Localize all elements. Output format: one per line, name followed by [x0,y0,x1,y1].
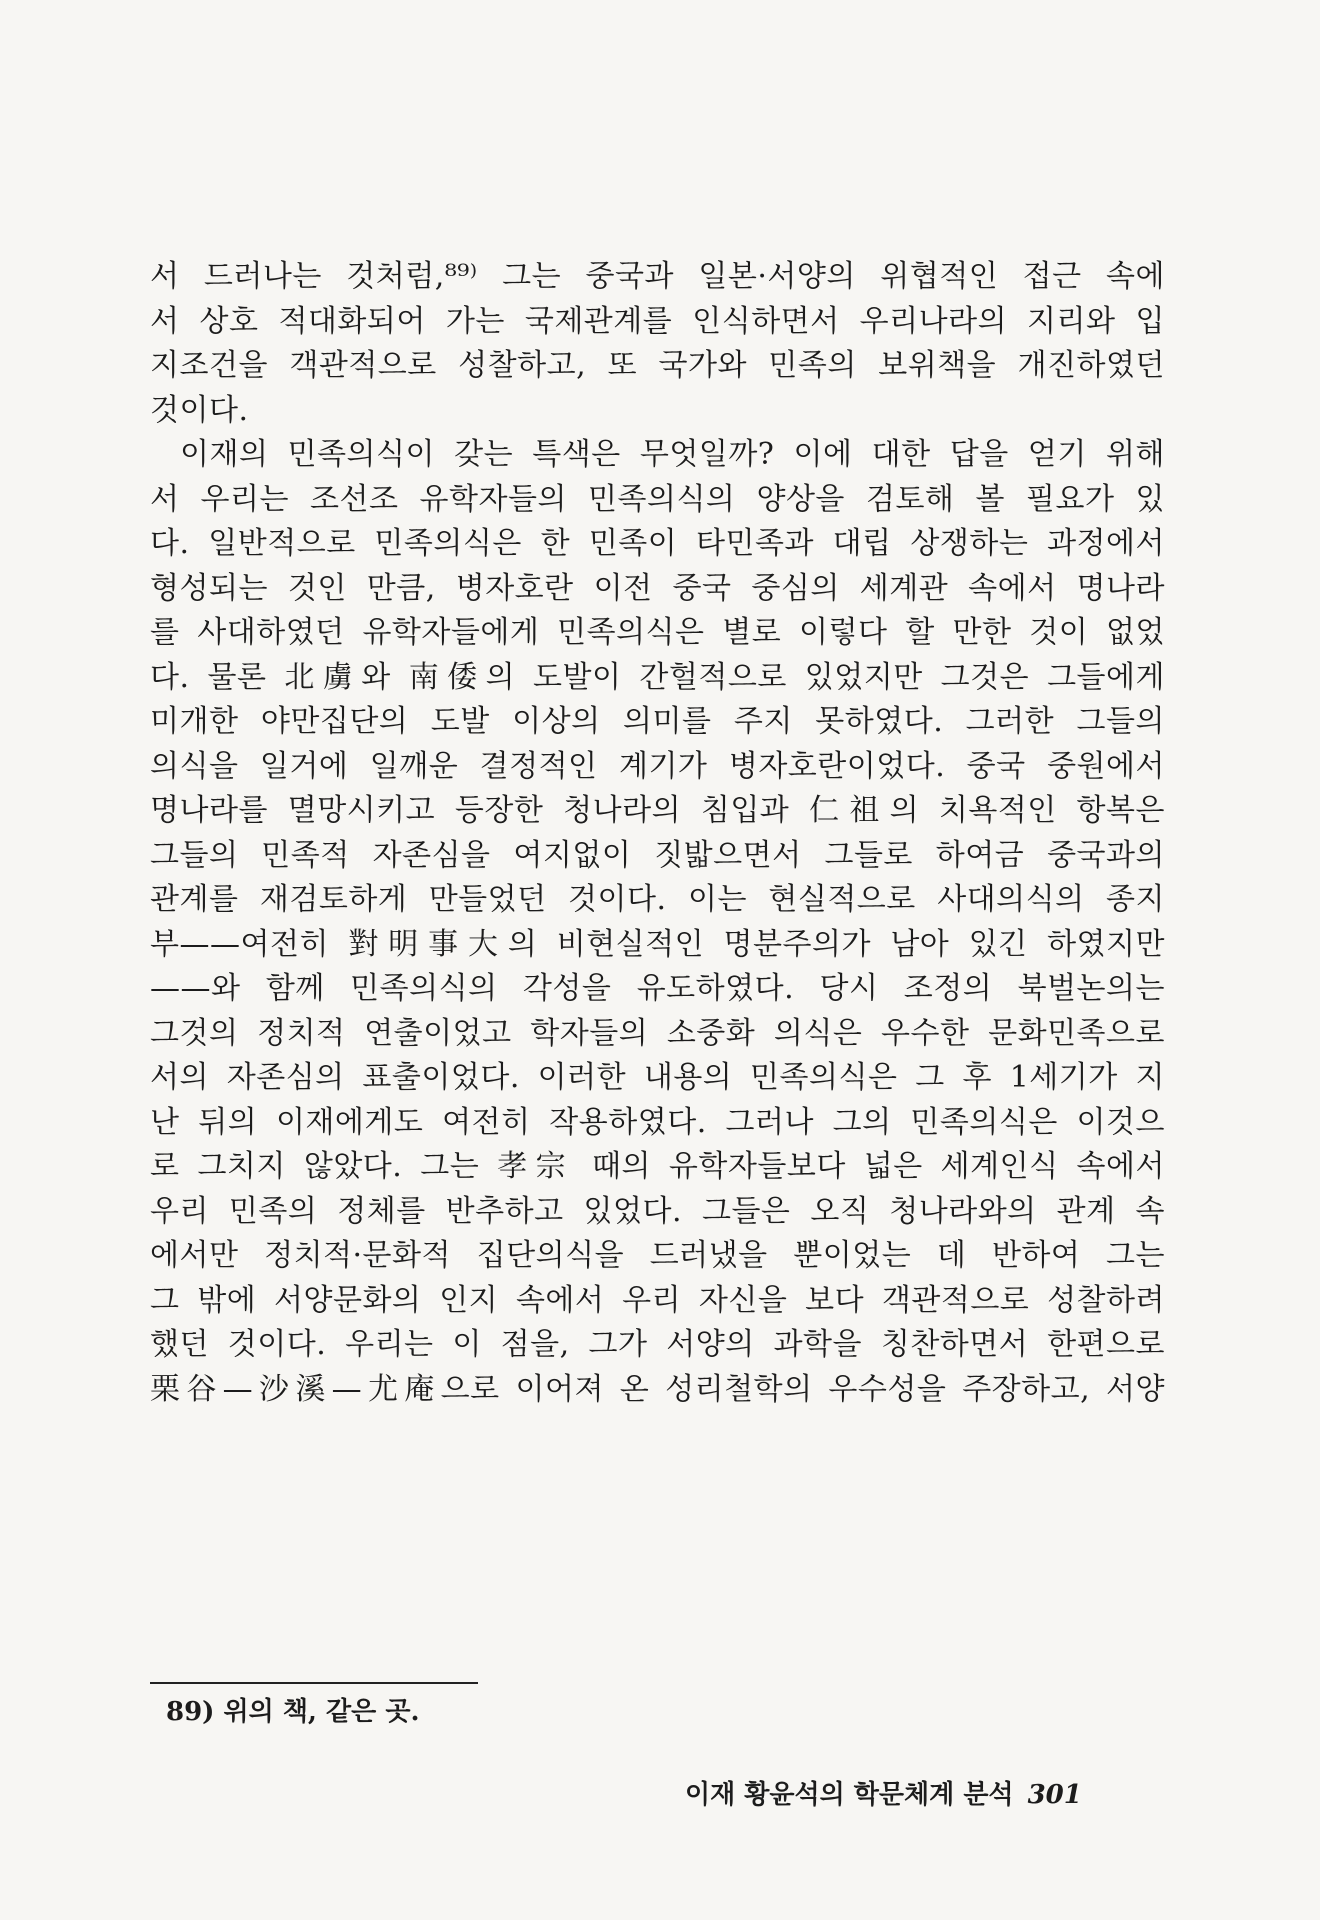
text-line: 를 사대하였던 유학자들에게 민족의식은 별로 이렇다 할 만한 것이 없었 [150,615,1165,650]
text-line: 형성되는 것인 만큼, 병자호란 이전 중국 중심의 세계관 속에서 명나라 [150,570,1165,606]
running-title: 이재 황윤석의 학문체계 분석 [685,1780,1014,1810]
text-line: 지조건을 객관적으로 성찰하고, 또 국가와 민족의 보위책을 개진하였던 [150,348,1165,383]
text-line: 관계를 재검토하게 만들었던 것이다. 이는 현실적으로 사대의식의 종지 [150,882,1165,917]
text-line: 그들의 민족적 자존심을 여지없이 짓밟으면서 그들로 하여금 중국과의 [150,837,1165,873]
text-line: 것이다. [150,392,249,428]
body-text [150,255,1165,1412]
text-line: 미개한 야만집단의 도발 이상의 의미를 주지 못하였다. 그러한 그들의 [150,704,1165,739]
footnote-divider [150,1682,478,1684]
text-line: 했던 것이다. 우리는 이 점을, 그가 서양의 과학을 칭찬하면서 한편으로 [150,1327,1165,1362]
running-footer [685,1775,1085,1815]
text-line: ——와 함께 민족의식의 각성을 유도하였다. 당시 조정의 북벌논의는 [150,971,1165,1006]
text-line: 다. 물론 北虜와 南倭의 도발이 간헐적으로 있었지만 그것은 그들에게 [150,659,1165,695]
text-line: 그것의 정치적 연출이었고 학자들의 소중화 의식은 우수한 문화민족으로 [150,1015,1165,1051]
page-number: 301 [1027,1780,1082,1810]
text-line: 명나라를 멸망시키고 등장한 청나라의 침입과 仁祖의 치욕적인 항복은 [150,793,1165,828]
text-line: 그 밖에 서양문화의 인지 속에서 우리 자신을 보다 객관적으로 성찰하려 [150,1282,1165,1318]
text-line: 다. 일반적으로 민족의식은 한 민족이 타민족과 대립 상쟁하는 과정에서 [150,526,1165,561]
text-line: 부——여전히 對明事大의 비현실적인 명분주의가 남아 있긴 하였지만 [150,926,1165,962]
text-line: 우리 민족의 정체를 반추하고 있었다. 그들은 오직 청나라와의 관계 속 [150,1193,1165,1229]
text-line: 栗谷—沙溪—尤庵으로 이어져 온 성리철학의 우수성을 주장하고, 서양 [150,1371,1165,1407]
text-line: 서 드러나는 것처럼,⁸⁹⁾ 그는 중국과 일본·서양의 위협적인 접근 속에 [150,259,1165,294]
text-line: 에서만 정치적·문화적 집단의식을 드러냈을 뿐이었는 데 반하여 그는 [150,1238,1165,1273]
text-line: 난 뒤의 이재에게도 여전히 작용하였다. 그러나 그의 민족의식은 이것으 [150,1104,1165,1140]
text-line: 이재의 민족의식이 갖는 특색은 무엇일까? 이에 대한 답을 얻기 위해 [180,437,1165,472]
text-line: 의식을 일거에 일깨운 결정적인 계기가 병자호란이었다. 중국 중원에서 [150,748,1165,784]
text-line: 로 그치지 않았다. 그는 孝宗 때의 유학자들보다 넓은 세계인식 속에서 [150,1149,1165,1184]
text-line: 서 상호 적대화되어 가는 국제관계를 인식하면서 우리나라의 지리와 입 [150,303,1165,339]
text-line: 서 우리는 조선조 유학자들의 민족의식의 양상을 검토해 볼 필요가 있 [150,481,1165,517]
footnote: 89) 위의 책, 같은 곳. [166,1697,420,1727]
text-line: 서의 자존심의 표출이었다. 이러한 내용의 민족의식은 그 후 1세기가 지 [150,1060,1165,1095]
